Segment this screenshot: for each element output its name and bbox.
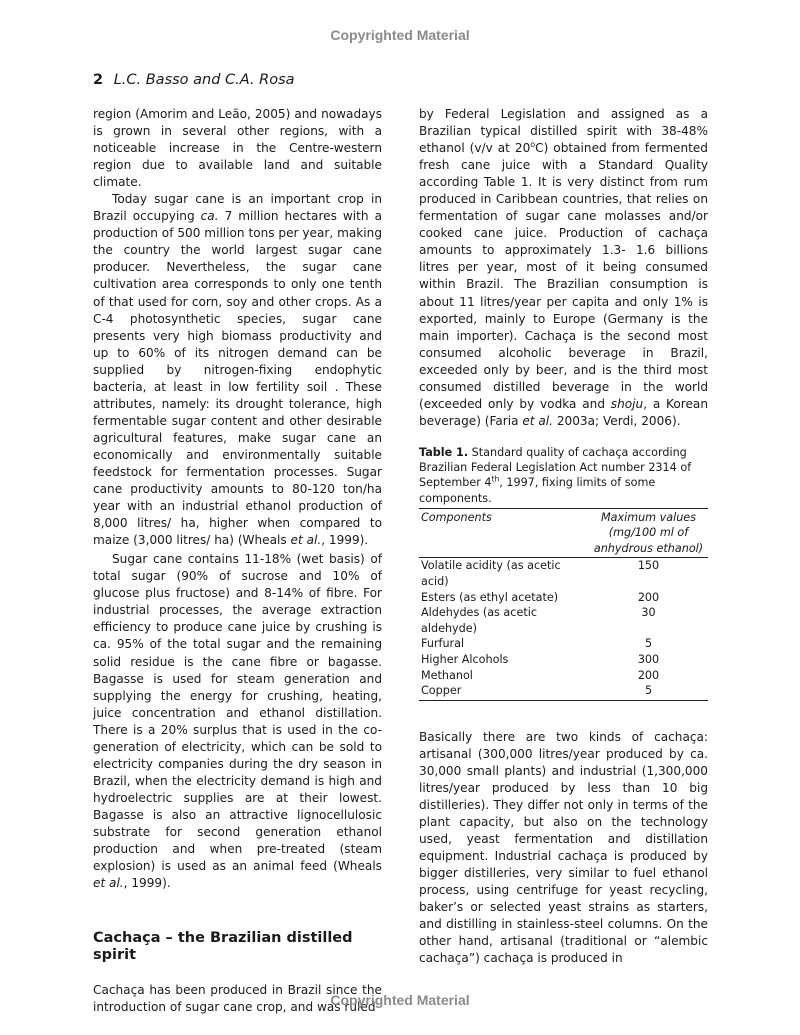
watermark-top: Copyrighted Material <box>330 27 470 43</box>
paragraph: Sugar cane contains 11-18% (wet basis) of total sugar (90% of sucrose and 10% of glucose plus fructose) and 8-14% of fibre. For industrial processes, the average extraction efficiency to produce cane juice by crushing is ca. 95% of the total sugar and the remaining solid residue is the cane fibre or bagasse. Bagasse is used for steam generation and supplying the energy for crushing, heating, juice concentration and ethanol distillation. There is a 20% surplus that is used in the co-generation of electricity, which can be sold to electricity companies during the dry season in Brazil, when the electricity demand is high and hydroelectric supplies are at their lowest. Bagasse is also an attractive lignocellulosic substrate for second generation ethanol production and when pre-treated (steam explosion) is used as an animal feed (Wheals et al., 1999). <box>93 552 382 891</box>
table-row <box>419 683 708 700</box>
watermark-bottom: Copyrighted Material <box>330 992 470 1008</box>
table-cell: Esters (as ethyl acetate) <box>421 590 559 604</box>
table-row <box>419 590 708 606</box>
paragraph: Cachaça has been produced in Brazil since the introduction of sugar cane crop, and was ruled <box>93 983 382 1015</box>
table-row <box>419 652 708 668</box>
table-cell: 300 <box>637 653 660 667</box>
table-cell: 5 <box>644 637 653 651</box>
running-header-authors: L.C. Basso and C.A. Rosa <box>113 72 295 88</box>
paragraph: Basically there are two kinds of cachaça: artisanal (300,000 litres/year produced by ca. 30,000 small plants) and industrial (1,300,000 litres/year produced by less than 10 big distilleries). They differ not only in terms of the plant capacity, but also on the technology used, yeast fermentation and distillation equipment. Industrial cachaça is produced by bigger distilleries, very similar to fuel ethanol process, using centrifuge for yeast recycling, baker’s or selected yeast strains as starters, and distilling in stainless-steel columns. On the other hand, artisanal (traditional or “alembic cachaça”) cachaça is produced in <box>419 729 708 966</box>
table-cell: Aldehydes (as acetic aldehyde) <box>421 606 537 635</box>
page-number: 2 <box>93 72 104 88</box>
table-row <box>419 668 708 684</box>
paragraph: Today sugar cane is an important crop in Brazil occupying ca. 7 million hectares with a production of 500 million tons per year, making the country the world largest sugar cane producer. Nevertheless, the sugar cane cultivation area corresponds to only one tenth of that used for corn, soy and other crops. As a C-4 photosynthetic species, sugar cane presents very high biomass productivity and up to 60% of its nitrogen demand can be supplied by nitrogen-fixing endophytic bacteria, at least in low fertility soil . These attributes, namely: its drought tolerance, high fermentable sugar content and other desirable agricultural features, make sugar cane an economically and environmentally suitable feedstock for fermentation processes. Sugar cane productivity amounts to 80-120 ton/ha year with an industrial ethanol production of 8,000 litres/ ha, higher when compared to maize (3,000 litres/ ha) (Wheals et al., 1999). <box>93 192 382 548</box>
section-heading: Cachaça – the Brazilian distilled spirit <box>93 930 353 964</box>
table-cell: 150 <box>637 559 660 573</box>
table-cell: Higher Alcohols <box>421 653 509 667</box>
table-row <box>419 605 708 636</box>
table-cell: 5 <box>589 683 708 700</box>
table-header-cell: Components <box>419 508 589 558</box>
standard-quality-table <box>419 508 708 701</box>
table-cell: Furfural <box>421 637 465 651</box>
table-cell: 30 <box>641 606 656 620</box>
right-column <box>419 106 708 967</box>
paragraph: region (Amorim and Leão, 2005) and nowadays is grown in several other regions, with a noticeable increase in the Centre-western region due to available land and suitable climate. <box>93 107 382 190</box>
table-cell: 200 <box>637 668 660 682</box>
table-cell: Volatile acidity (as acetic acid) <box>421 559 561 589</box>
table-cell: Methanol <box>421 668 473 682</box>
paragraph: by Federal Legislation and assigned as a Brazilian typical distilled spirit with 38-48% ethanol (v/v at 20$^o$C) obtained from fermented fresh cane juice with a Standard Quality according Table 1. It is very distinct from rum produced in Caribbean countries, that relies on fermentation of sugar cane molasses and/or cooked cane juice. Production of cachaça amounts to approximately 1.3- 1.6 billions litres per year, most of it being consumed within Brazil. The Brazilian consumption is about 11 litres/year per capita and only 1% is exported, mainly to Europe (Germany is the main importer). Cachaça is the second most consumed alcoholic beverage in Brazil, exceeded only by beer, and is the third most consumed distilled beverage in the world (exceeded only by vodka and shoju, a Korean beverage) (Faria et al. 2003a; Verdi, 2006). <box>419 107 708 428</box>
table-header-cell: Maximum values (mg/100 ml of anhydrous ethanol) <box>589 508 708 558</box>
left-column <box>93 106 382 1016</box>
table-row <box>419 636 708 652</box>
table-cell: Copper <box>419 683 589 700</box>
running-header <box>93 72 295 88</box>
table-row <box>419 558 708 590</box>
table-cell: 200 <box>637 590 660 604</box>
table-header-row <box>419 508 708 558</box>
table-caption: Table 1. Standard quality of cachaça according Brazilian Federal Legislation Act number 2314 of September 4th, 1997, fixing limits of some components. <box>419 445 692 505</box>
